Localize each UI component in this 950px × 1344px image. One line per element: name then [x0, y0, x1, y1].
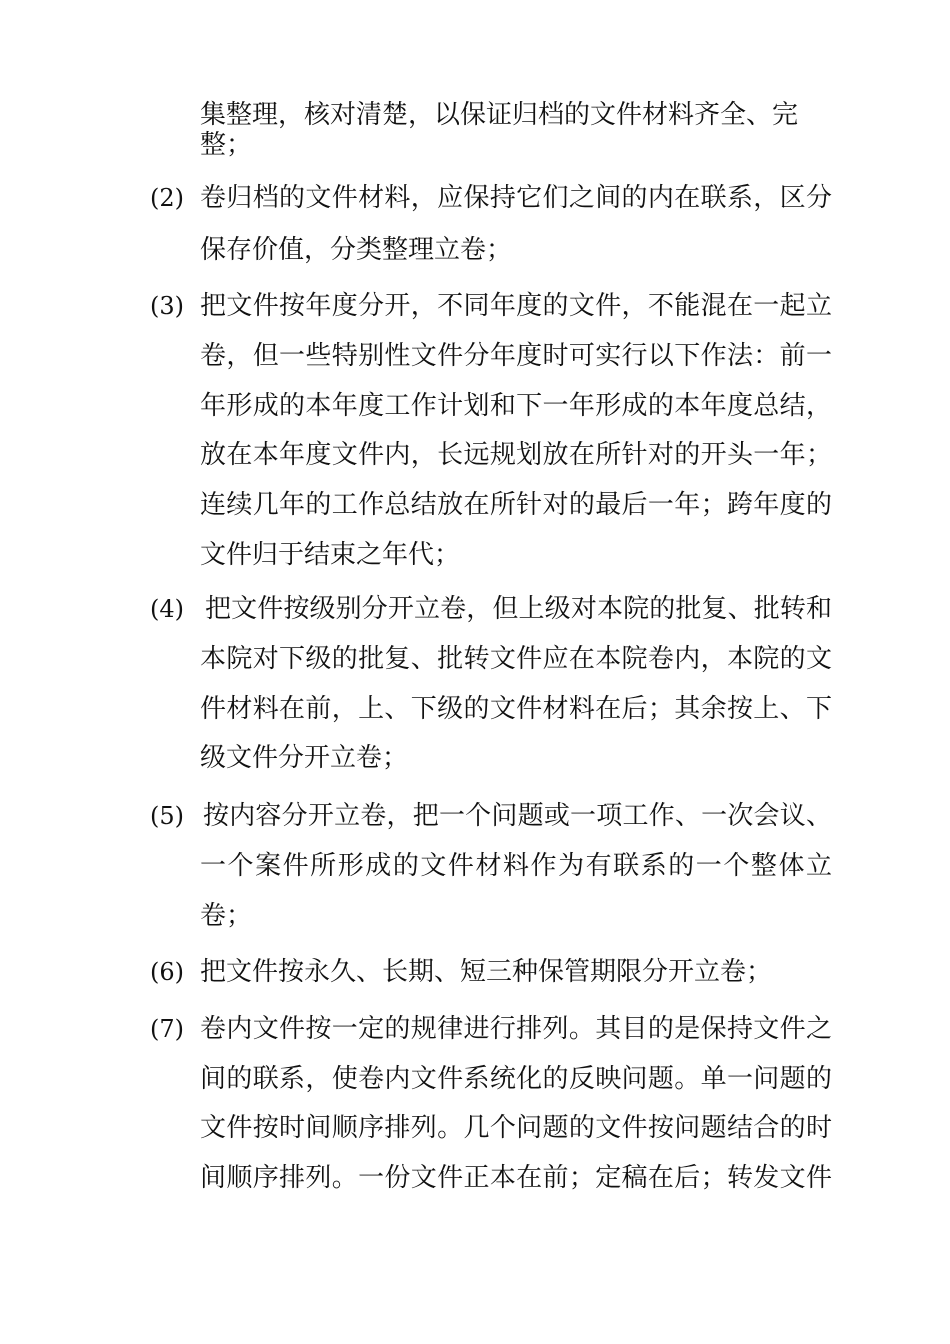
- item-line: 间顺序排列。一份文件正本在前；定稿在后；转发文件: [200, 1163, 832, 1193]
- intro-line-2: 整；: [200, 130, 253, 160]
- item-number: (5): [150, 802, 184, 830]
- item-line: 放在本年度文件内，长远规划放在所针对的开头一年；: [200, 440, 832, 470]
- item-line: 连续几年的工作总结放在所针对的最后一年；跨年度的: [200, 490, 832, 520]
- item-line: 卷归档的文件材料，应保持它们之间的内在联系，区分: [200, 183, 832, 213]
- item-line: 级文件分开立卷；: [200, 743, 409, 773]
- item-line: 一个案件所形成的文件材料作为有联系的一个整体立: [200, 851, 832, 881]
- item-line: 文件按时间顺序排列。几个问题的文件按问题结合的时: [200, 1113, 832, 1143]
- item-number: (6): [150, 958, 184, 986]
- item-line: 卷；: [200, 901, 253, 931]
- item-line: 卷，但一些特别性文件分年度时可实行以下作法：前一: [200, 341, 832, 371]
- item-line: 卷内文件按一定的规律进行排列。其目的是保持文件之: [200, 1014, 832, 1044]
- item-number: (4): [150, 595, 184, 623]
- item-number: (7): [150, 1015, 184, 1043]
- item-line: 把文件按年度分开，不同年度的文件，不能混在一起立: [200, 291, 832, 321]
- item-line: 年形成的本年度工作计划和下一年形成的本年度总结，: [200, 391, 832, 421]
- item-line: 保存价值，分类整理立卷；: [200, 235, 513, 265]
- item-line: 间的联系，使卷内文件系统化的反映问题。单一问题的: [200, 1064, 832, 1094]
- item-line: 按内容分开立卷，把一个问题或一项工作、一次会议、: [203, 801, 832, 831]
- item-line: 把文件按级别分开立卷，但上级对本院的批复、批转和: [205, 594, 832, 624]
- item-line: 本院对下级的批复、批转文件应在本院卷内，本院的文: [200, 644, 832, 674]
- intro-line-1: 集整理，核对清楚，以保证归档的文件材料齐全、完: [200, 100, 799, 130]
- item-line: 件材料在前，上、下级的文件材料在后；其余按上、下: [200, 694, 832, 724]
- item-line: 把文件按永久、长期、短三种保管期限分开立卷；: [200, 957, 773, 987]
- item-line: 文件归于结束之年代；: [200, 540, 461, 570]
- item-number: (3): [150, 292, 184, 320]
- item-number: (2): [150, 184, 184, 212]
